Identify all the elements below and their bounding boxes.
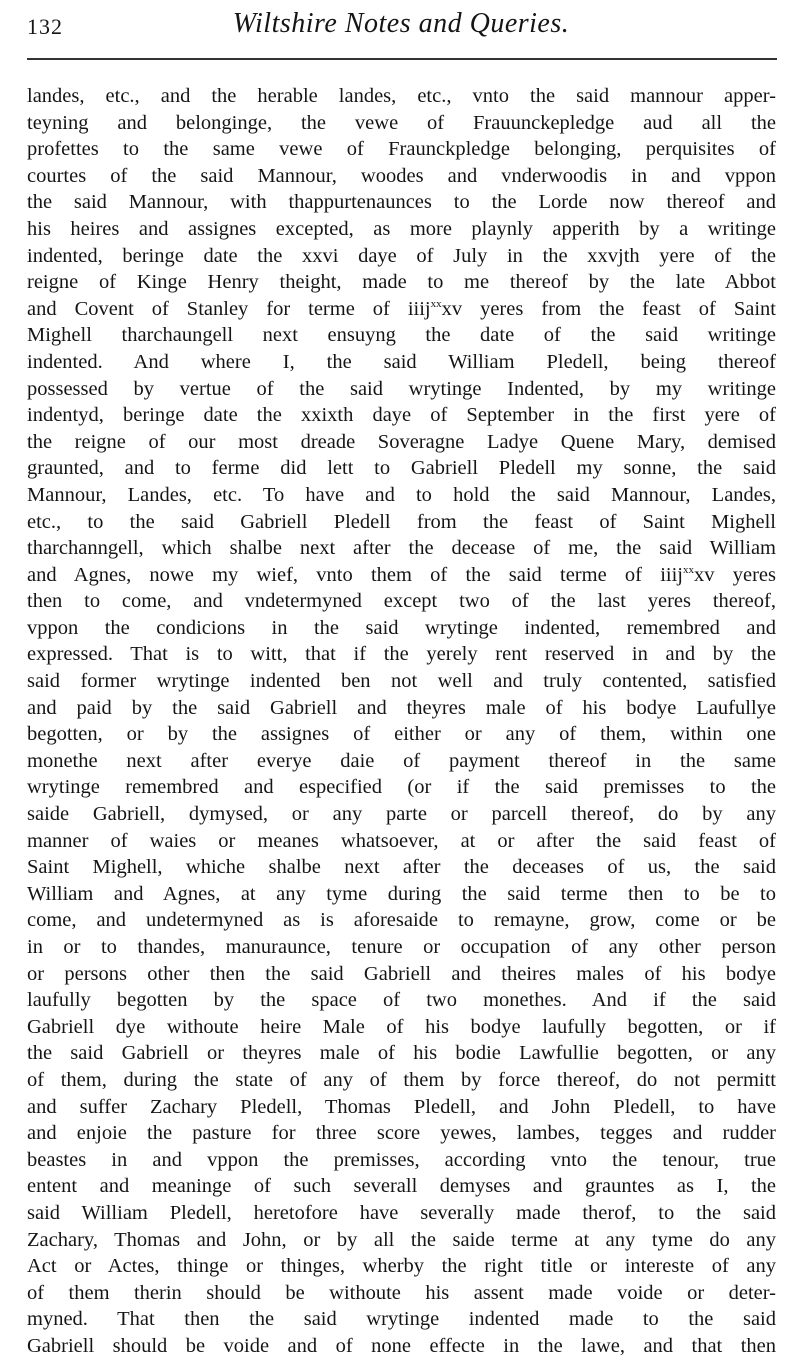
text-segment: and Covent of Stanley for terme of iiij (27, 297, 431, 320)
text-line: manner of waies or meanes whatsoever, at or after the said feast of (27, 829, 776, 852)
running-title: Wiltshire Notes and Queries. (232, 8, 570, 39)
text-line: expressed. That is to witt, that if the yerely rent reserved in and by the (27, 643, 776, 666)
text-line: indentyd, beringe date the xxixth daye of September in the first yere of (27, 404, 776, 427)
text-line: entent and meaninge of such severall demyses and grauntes as I, the (27, 1175, 776, 1198)
text-line: beastes in and vppon the premisses, according vnto the tenour, true (27, 1148, 776, 1171)
text-line: of them therin should be withoute his assent made voide or deter- (27, 1281, 776, 1304)
text-line: then to come, and vndetermyned except two of the last yeres thereof, (27, 590, 776, 613)
text-line: vppon the condicions in the said wrytinge indented, remembred and (27, 616, 776, 639)
text-line: of them, during the state of any of them by force thereof, do not permitt (27, 1068, 776, 1091)
text-line: Zachary, Thomas and John, or by all the saide terme at any tyme do any (27, 1228, 776, 1251)
text-line: etc., to the said Gabriell Pledell from the feast of Saint Mighell (27, 510, 776, 533)
text-line: saide Gabriell, dymysed, or any parte or parcell thereof, do by any (27, 803, 776, 826)
text-segment: xv yeres (694, 563, 776, 586)
text-line: William and Agnes, at any tyme during the said terme then to be to (27, 882, 776, 905)
text-line: Act or Actes, thinge or thinges, wherby the right title or intereste of any (27, 1255, 776, 1278)
header-rule (27, 58, 777, 60)
text-line: laufully begotten by the space of two monethes. And if the said (27, 989, 776, 1012)
text-line: possessed by vertue of the said wrytinge Indented, by my writinge (27, 377, 776, 400)
text-line: courtes of the said Mannour, woodes and vnderwoodis in and vppon (27, 164, 776, 187)
page-number: 132 (27, 14, 63, 39)
text-line: monethe next after everye daie of payment thereof in the same (27, 749, 776, 772)
text-line: landes, etc., and the herable landes, etc., vnto the said mannour apper- (27, 85, 776, 107)
text-line: indented. And where I, the said William Pledell, being thereof (27, 350, 776, 373)
text-line: and enjoie the pasture for three score yewes, lambes, tegges and rudder (27, 1122, 776, 1145)
text-line: said former wrytinge indented ben not well and truly contented, satisfied (27, 670, 776, 693)
text-line: in or to thandes, manuraunce, tenure or occupation of any other person (27, 936, 776, 958)
superscript: xx (683, 563, 694, 576)
text-line (27, 562, 776, 589)
text-line: Mannour, Landes, etc. To have and to hold the said Mannour, Landes, (27, 483, 776, 506)
text-line: Gabriell should be voide and of none effecte in the lawe, and that then (27, 1334, 776, 1357)
text-line: tharchanngell, which shalbe next after the decease of me, the said William (27, 537, 776, 560)
body-text (27, 83, 776, 1360)
text-line: teyning and belonginge, the vewe of Frauunckepledge aud all the (27, 111, 776, 134)
text-segment: and Agnes, nowe my wief, vnto them of the said terme of iiij (27, 563, 683, 586)
text-line: begotten, or by the assignes of either or any of them, within one (27, 723, 776, 746)
text-line: said William Pledell, heretofore have severally made therof, to the said (27, 1201, 776, 1224)
text-line: Mighell tharchaungell next ensuyng the date of the said writinge (27, 324, 776, 347)
text-line: the said Gabriell or theyres male of his bodie Lawfullie begotten, or any (27, 1042, 776, 1065)
text-line: Gabriell dye withoute heire Male of his bodye laufully begotten, or if (27, 1015, 776, 1038)
text-line (27, 296, 776, 323)
text-line: wrytinge remembred and especified (or if the said premisses to the (27, 776, 776, 799)
text-line: or persons other then the said Gabriell and theires males of his bodye (27, 962, 776, 985)
text-line: come, and undetermyned as is aforesaide to remayne, grow, come or be (27, 909, 776, 932)
text-line: and suffer Zachary Pledell, Thomas Pledell, and John Pledell, to have (27, 1095, 776, 1118)
text-line: graunted, and to ferme did lett to Gabriell Pledell my sonne, the said (27, 457, 776, 480)
text-line: his heires and assignes excepted, as more playnly apperith by a writinge (27, 217, 776, 240)
text-line: indented, beringe date the xxvi daye of July in the xxvjth yere of the (27, 244, 776, 267)
text-line: and paid by the said Gabriell and theyres male of his bodye Laufullye (27, 696, 776, 719)
text-line: the reigne of our most dreade Soveragne Ladye Quene Mary, demised (27, 430, 776, 453)
text-line: the said Mannour, with thappurtenaunces to the Lorde now thereof and (27, 191, 776, 214)
text-line: Saint Mighell, whiche shalbe next after the deceases of us, the said (27, 856, 776, 879)
text-line: profettes to the same vewe of Fraunckpledge belonging, perquisites of (27, 138, 776, 161)
page-header (27, 8, 775, 48)
superscript: xx (430, 297, 442, 310)
text-line: reigne of Kinge Henry theight, made to me thereof by the late Abbot (27, 271, 776, 294)
text-segment: xv yeres from the feast of Saint (441, 297, 776, 320)
text-line: myned. That then the said wrytinge indented made to the said (27, 1308, 776, 1331)
